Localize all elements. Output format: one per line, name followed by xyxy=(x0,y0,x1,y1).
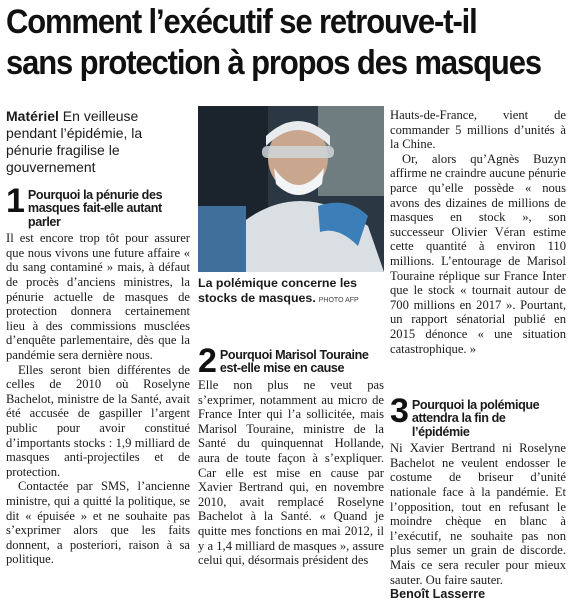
q2-paragraph-1: Elle non plus ne veut pas s’exprimer, notamment au micro de France Inter qui l’a sollicitée, mais Marisol Touraine, ministre de la Santé du quinquennat Hollande, aura de toute façon à s’expliquer. Car elle est mise en cause par Xavier Bertrand qui, en novembre 2010, avait remplacé Roselyne Bachelot à la Santé. « Quand je quitte mes fonctions en mai 2012, il y a 1,4 milliard de masques », assure celui qui, désormais président des xyxy=(198,378,384,568)
column-3-lower xyxy=(390,394,566,602)
q3-paragraph-1: Ni Xavier Bertrand ni Roselyne Bachelot ne veulent endosser le costume de briseur d’unité nationale face à la pandémie. Et l’opposition, tout en refusant le moindre chèque en blanc à l’exécutif, ne souhaite pas non plus semer un grain de discorde. Mais ce sera reculer pour mieux sauter. Ou faire sauter. xyxy=(390,441,566,587)
q2-paragraph-3: Or, alors qu’Agnès Buzyn affirme ne craindre aucune pénurie parce qu’elle possède « nous avons des dizaines de millions de masques en stock », son successeur Olivier Véran estime cette quantité à environ 110 millions. L’entourage de Marisol Touraine réplique sur France Inter que le stock « tournait autour de 700 millions en 2017 ». Pourtant, un rapport sénatorial publié en 2015 dénonce « une situation catastrophique. » xyxy=(390,151,566,356)
photo-caption-text: La polémique concerne les stocks de masques. xyxy=(198,276,358,305)
question-2-title: Pourquoi Marisol Touraine est-elle mise en cause xyxy=(219,348,369,376)
question-1-number: 1 xyxy=(6,182,25,220)
headline xyxy=(6,2,541,84)
photo-illustration xyxy=(198,106,384,272)
q1-paragraph-3: Contactée par SMS, l’ancienne ministre, qui a quitté la politique, se dit « épuisée » et ne souhaite pas s’exprimer alors que les faits donnent, a posteriori, raison à sa politique. xyxy=(6,479,190,567)
question-1 xyxy=(6,182,190,229)
photo-credit: PHOTO AFP xyxy=(318,296,359,304)
headline-line-1: Comment l’exécutif se retrouve-t-il xyxy=(6,3,477,41)
q1-paragraph-2: Elles seront bien différentes de celles de 2010 où Roselyne Bachelot, ministre de la Santé, avait été accusée de gaspiller l’argent public pour avoir constitué d’importants stocks : 1,9 milliard de masques anti-projectiles et de protection. xyxy=(6,362,190,479)
question-2-number: 2 xyxy=(198,342,217,380)
question-3 xyxy=(390,392,566,439)
question-2 xyxy=(198,342,384,380)
author-name: Benoît Lasserre xyxy=(390,587,486,602)
q1-paragraph-1: Il est encore trop tôt pour assurer que nous vivons une future affaire « du sang contaminé » mais, à défaut de procès d’anciens ministres, la pénurie actuelle de masques de protection donnera certainement lieu à des commissions musclées d’enquête parlementaire, dès que la pandémie sera dernière nous. xyxy=(6,231,190,362)
question-3-number: 3 xyxy=(390,392,409,430)
chapo-text: En veilleuse pendant l’épidémie, la pénurie fragilise le gouvernement xyxy=(6,108,143,175)
question-3-title: Pourquoi la polémique attendra la fin de l’épidémie xyxy=(411,398,540,439)
headline-line-2: sans protection à propos des masques xyxy=(6,44,541,82)
chapo xyxy=(6,108,190,176)
article-photo xyxy=(198,106,384,272)
column-1 xyxy=(6,108,190,567)
column-2 xyxy=(198,344,384,568)
q2-paragraph-2: Hauts-de-France, vient de commander 5 millions d’unités à la Chine. xyxy=(390,108,566,152)
photo-caption xyxy=(198,276,384,308)
question-1-title: Pourquoi la pénurie des masques fait-elle autant parler xyxy=(27,188,163,229)
chapo-label: Matériel xyxy=(6,108,59,124)
column-3 xyxy=(390,108,566,356)
